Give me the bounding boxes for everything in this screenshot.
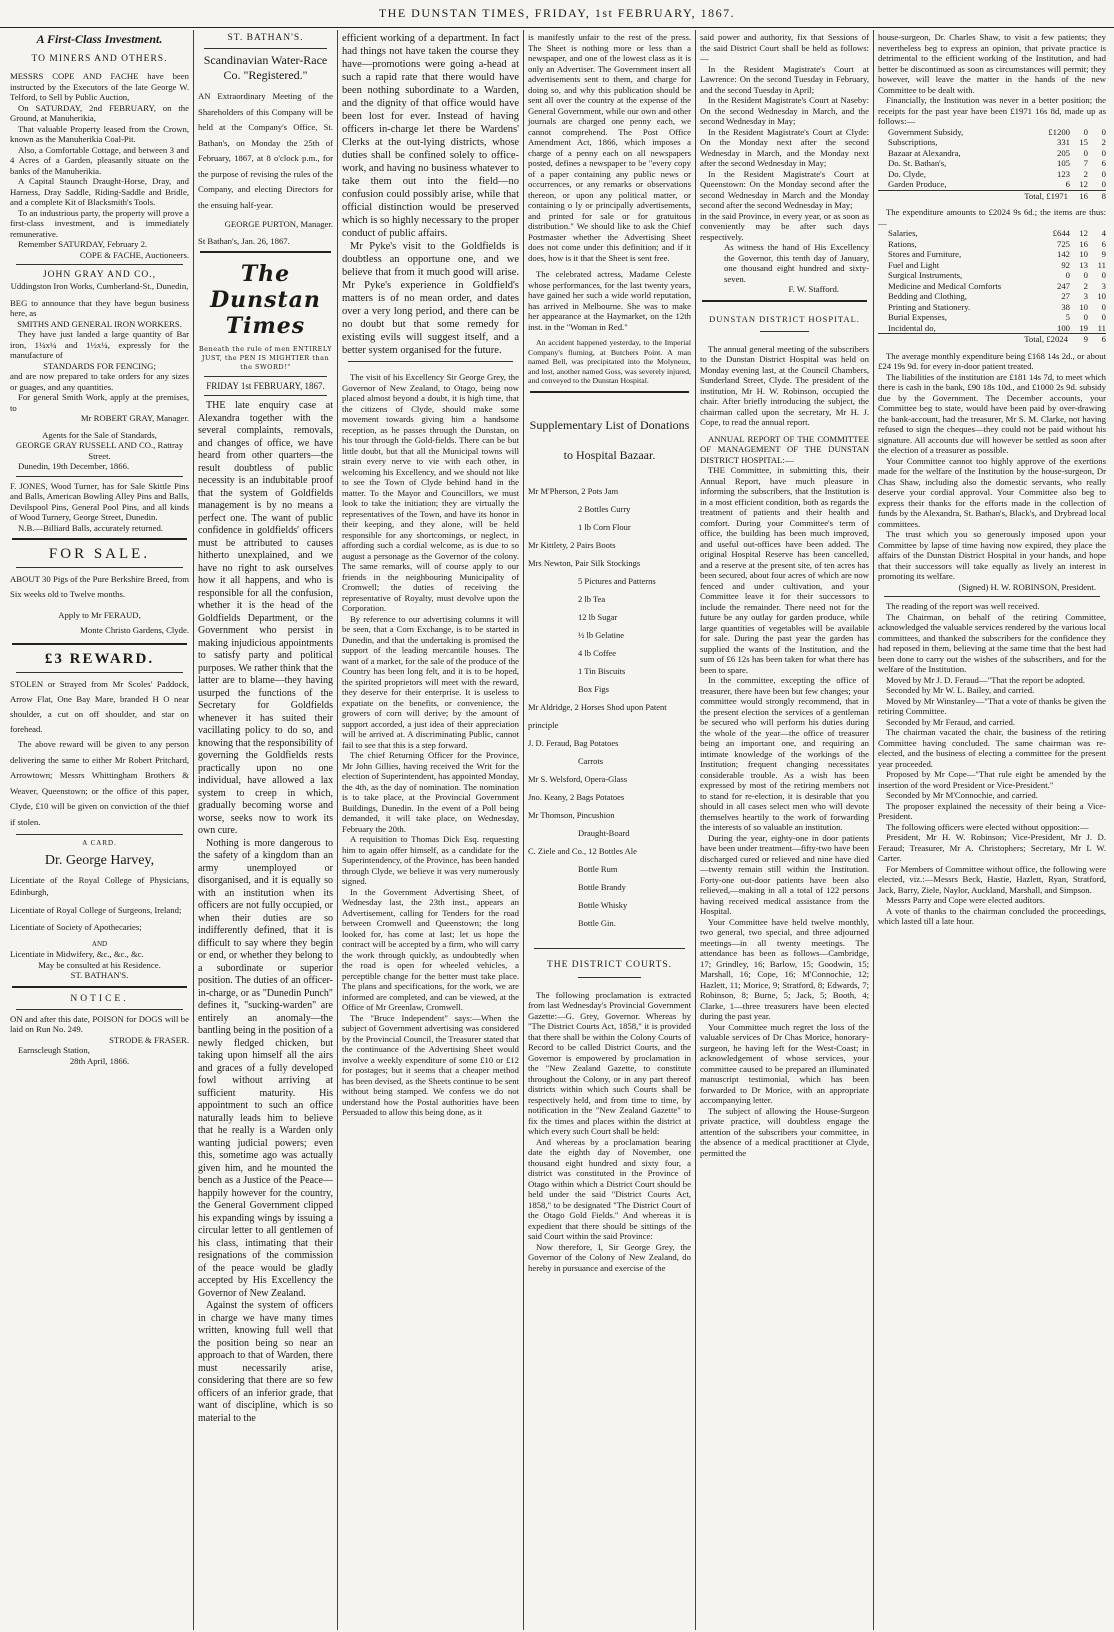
account-amount: 6 — [1101, 238, 1106, 249]
district-courts-text: And whereas by a proclamation bearing date the eighth day of November, one thousand eight hundred and sixty four, a district was constituted in the Province of Otago within which a District Court should be held under the said "District Courts Act, 1858," to be designated "The District Court of the Otago Gold Fields." And whereas it is expedient that there should be sittings of the said Court within the said Province: — [528, 1136, 691, 1241]
account-amount: 38 — [1061, 301, 1070, 312]
gray-ad-text: For general Smith Work, apply at the premises, to — [10, 392, 189, 413]
bazaar-item: 1 lb Corn Flour — [578, 521, 631, 532]
divider — [12, 538, 187, 540]
district-courts-signature: F. W. Stafford. — [788, 284, 839, 294]
gray-ad-text: They have just landed a large quantity of Bar iron, 1¼x¼ and 1½x¼, expressly for the manufacture of — [10, 329, 189, 360]
investment-ad-text: On SATURDAY, 2nd FEBRUARY, on the Ground, at Manuherikia, — [10, 102, 189, 123]
investment-ad-text: A Capital Staunch Draught-Horse, Dray, and Harness, Dray Saddle, Riding-Saddle and Bridle, and a complete Kit of Blacksmith's Tools. — [10, 176, 189, 207]
bazaar-item: Bottle Gin. — [578, 917, 616, 928]
account-amount: 142 — [1056, 249, 1070, 259]
hospital-text: For Members of Committee without office, the following were elected, viz.:—Messrs Beck, Hastie, Hazlett, Ryan, Stratford, Jack, Barry, Ziele, Naylor, Auckland, Marshall, and Simpson. — [878, 863, 1106, 895]
account-amount: 0 — [1101, 147, 1106, 158]
page-columns — [6, 30, 1110, 1630]
account-row — [878, 312, 1106, 323]
account-amount: 10 — [1097, 291, 1106, 301]
account-item: Bedding and Clothing, — [888, 291, 967, 301]
district-courts-title: THE DISTRICT COURTS. — [546, 959, 673, 970]
notice-signature: STRODE & FRASER. — [109, 1034, 189, 1045]
water-race-title: Scandinavian Water-Race Co. "Registered." — [203, 53, 328, 82]
account-item: Salaries, — [888, 228, 918, 238]
jones-ad-text: N.B.—Billiard Balls, accurately returned. — [18, 522, 163, 533]
news-paragraph: The "Bruce Independent" says:—When the subject of Government advertising was considered by the Provincial Council, the Treasurer stated that the continuance of the Advertising Sheet would involve a weekly expenditure of some £10 or £12 for postages; but it seems that a cheaper method has been devised, as the Sheets continue to be sent without being stamped. We confess we do not understand how the Postal authorities have been Persuaded to allow this being done, as it — [342, 1012, 519, 1117]
account-amount: 9 — [1101, 249, 1106, 259]
investment-ad-subtitle: TO MINERS AND OTHERS. — [31, 54, 168, 64]
column-1 — [6, 30, 194, 1630]
account-amount: 725 — [1056, 238, 1070, 249]
divider — [16, 264, 183, 265]
account-item: Subscriptions, — [888, 137, 938, 147]
card-label: A CARD. — [82, 839, 117, 847]
hospital-text: During the year, eighty-one in door patients have been under treatment—fifty-two have been discharged cured or relieved and nine have died—twenty remain still within the Institution. Forty-one out-door patients have been also relieved,—making in all a total of 122 persons having received medical assistance from the Hospital. — [700, 832, 869, 916]
bazaar-item: Jno. Keany, 2 Bags Potatoes — [528, 791, 625, 802]
gray-ad-text: GEORGE GRAY RUSSELL AND CO., Rattray Street. — [15, 440, 184, 461]
hospital-text: Moved by Mr Winstanley—"That a vote of thanks be given the retiring Committee. — [878, 695, 1106, 716]
harvey-card-text: AND — [91, 939, 108, 948]
account-amount: 247 — [1056, 280, 1070, 291]
jones-ad-text: F. JONES, Wood Turner, has for Sale Skittle Pins and Balls, American Bowling Alley Pins and Balls, Devilspool Pins, General Pool Pins, and all kinds of Wood Turnery, George Street, Dunedin. — [10, 480, 189, 522]
account-total: 6 — [1088, 334, 1106, 345]
divider — [16, 476, 183, 477]
hospital-text: Seconded by Mr W. L. Bailey, and carried. — [886, 685, 1035, 695]
account-amount: 6 — [1101, 158, 1106, 168]
hospital-text: The expenditure amounts to £2024 9s 6d.; the items are thus:— — [878, 207, 1106, 228]
investment-ad-text: Remember SATURDAY, February 2. — [18, 239, 148, 249]
district-courts-text: said power and authority, fix that Sessions of the said District Court shall be held as follows:— — [700, 32, 869, 63]
divider — [16, 567, 183, 568]
column-2 — [194, 30, 338, 1630]
hospital-text: In the committee, excepting the office of treasurer, there have been but few changes; your committee would strongly recommend, that in the present election the services of a gentleman be secured who will perform his duties during the whole of the year—the office of treasurer being an important one, and requiring an intimate knowledge of the workings of the Institution; frequent changing necessitates considerable trouble. As a wish has been expressed by most of the retiring members not to stand for re-election, it is desirable that you should in all cases select men who will devote themselves heartily to the work of forwarding the interests of so valuable an institution. — [700, 675, 869, 832]
account-total: 9 — [1070, 334, 1088, 345]
news-paragraph: is manifestly unfair to the rest of the press. The Sheet is nothing more or less than a newspaper, and one of the lowest class as it is only an Advertiser. The Government insert all advertisements sent to them, and charge for doing so, and why this publication should be sent all over the country at the expense of the General Government, while our own and other journals are charged one penny each, we cannot comprehend. The Post Office Amendment Act, 1866, which imposes a charge of a penny each on all newspapers posted, defines a newspaper to be "every copy of a paper containing any public news or occurrences, or any remarks or observations thereon, or upon any political matter, or containing o ly or principally advertisements, and printed for sale or for gratuitous distribution." We should like to ask the Chief Postmaster whether the Advertising Sheet does not come under this definition; and if it does, how is it that the Sheet is sent free. — [528, 32, 691, 263]
investment-ad-text: To an industrious party, the property will prove a first-class investment, and is immediately remunerative. — [10, 207, 189, 239]
account-total: Total, £2024 — [878, 334, 1070, 345]
news-paragraph: The celebrated actress, Madame Celeste whose performances, for the last twenty years, have gained her such a wide world reputation, has arrived in Melbourne. She was to make her appearance at the Haymarket, on the 12th inst. in the "Woman in Red." — [528, 269, 691, 332]
bazaar-item: Mr S. Welsford, Opera-Glass — [528, 773, 628, 784]
account-amount: 0 — [1101, 168, 1106, 179]
report-signature: (Signed) H. W. ROBINSON, President. — [958, 581, 1096, 592]
expenditure-table — [878, 228, 1106, 345]
column-5 — [696, 30, 874, 1630]
divider — [578, 977, 641, 978]
reward-title: £3 REWARD. — [44, 651, 155, 667]
hospital-text: The proposer explained the necessity of their being a Vice-President. — [878, 800, 1106, 821]
account-amount: 0 — [1083, 270, 1088, 280]
editorial-paragraph: Nothing is more dangerous to the safety of a kingdom than an army unemployed or disorganised, and it is equally so with an institution when its officers are not fully occupied, or when their duties are so indifferently defined, that it is difficult to say where they begin or end, or whether they belong to a subordinate or superior position. The duties of an officer-in-charge, or as "Dunedin Punch" defines it, "sucking-warden" are entirely an anomaly—the bantling being in the position of a newly fledged chicken, but taking upon himself all the airs and graces of a fully developed fowl without arriving at sufficient maturity. His appointment to such an office naturally leads him to believe that he really is a Warden only wanting judicial powers; even this, sometime ago was actually given him, and he mounted the bench as a Justice of the Peace—happily however for the country, the General Government clipped his expanding wings by issuing a circular letter to all gentlemen of his class, intimating that their resignations of the commission of the peace would be gladly accepted by His Excellency the Governor of New Zealand. — [198, 837, 333, 1299]
editorial-paragraph: Mr Pyke's visit to the Goldfields is doubtless an opportune one, and we believe that from it much good will arise. Mr Pyke's experience in Goldfield's matters is of no mean order, and dates over a very long period, and there can be no doubt but that some remedy for existing evils will suggest itself, and a better system organised for the future. — [342, 241, 519, 356]
hospital-text: The trust which you so generously imposed upon your Committee by lapse of time having now expired, they place the affairs of the Dunstan District Hospital in your hands, and hope that their successors will take equally as lively an interest in promoting its welfare. — [878, 529, 1106, 581]
account-amount: 331 — [1056, 137, 1070, 147]
account-amount: 19 — [1079, 322, 1088, 333]
account-total-row — [878, 190, 1106, 201]
divider — [760, 331, 809, 332]
district-courts-text: Now therefore, I, Sir George Grey, the Governor of the Colony of New Zealand, do hereby in pursuance and exercise of the — [528, 1241, 691, 1273]
issue-date: FRIDAY 1st FEBRUARY, 1867. — [206, 381, 325, 391]
water-race-signature: GEORGE PURTON, Manager. — [224, 219, 333, 229]
account-row — [878, 169, 1106, 180]
divider — [16, 834, 183, 835]
account-row — [878, 137, 1106, 148]
account-amount: 3 — [1083, 291, 1088, 301]
notice-text: 28th April, 1866. — [69, 1055, 130, 1066]
reward-text: STOLEN or Strayed from Mr Scoles' Paddock, Arrow Flat, One Bay Mare, branded H O near shoulder, a cut on off shoulder, and star on forehead. — [10, 679, 189, 734]
hospital-text: The Chairman, on behalf of the retiring Committee, acknowledged the valuable services rendered by the various local committees, and thanked the subscribers for the confidence they had reposed in them, believing at the same time that the best had been done to carry out the wishes of the subscribers, and for the welfare of the Institution. — [878, 611, 1106, 674]
account-item: Surgical Instruments, — [888, 270, 963, 280]
account-amount: 10 — [1079, 249, 1088, 259]
column-6 — [874, 30, 1110, 1630]
divider — [200, 251, 331, 253]
news-paragraph: In the Government Advertising Sheet, of Wednesday last, the 23th inst., appears an Advertisement, calling for Tenders for the road between Cromwell and Queenstown; the long looked for, has come at last; let us hope the contract will be accepted by a firm, who will carry the work through quickly, as undoubtedly when the road is open for wheeled vehicles, a perceptible change for the better must take place. The plans and specifications, for the work, we are informed are completed, and can be viewed, at the Office of Mr Greenlaw, Cromwell. — [342, 886, 519, 1012]
harvey-card-text: ST. BATHAN'S. — [70, 970, 129, 980]
bazaar-item: J. D. Feraud, Bag Potatoes — [528, 737, 619, 748]
account-amount: 0 — [1065, 270, 1070, 280]
account-amount: 3 — [1101, 280, 1106, 291]
account-item: Government Subsidy, — [888, 126, 964, 137]
news-paragraph: The chief Returning Officer for the Province, Mr John Gillies, having received the Writ for the election of Superintendent, has appointed Monday, the 4th, as the day of nomination. The nomination is to take place, at the Provincial Government Buildings, Dunedin. In the event of a Poll being demanded, it will take place, on Wednesday, February the 20th. — [342, 750, 519, 834]
hospital-text: Your Committee much regret the loss of the valuable services of Dr Chas Morice, honorary-surgeon, he having left for the West-Coast; in acknowledgement of whose services, your committee caused to be prepared an illuminated manuscript testimonial, which has been forwarded to Dr Morice, with an appropriate accompanying letter. — [700, 1021, 869, 1105]
account-amount: 0 — [1101, 179, 1106, 189]
for-sale-text: Apply to Mr FERAUD, — [58, 610, 141, 620]
news-paragraph: An accident happened yesterday, to the Imperial Company's fluming, at Butchers Point. A man named Bell, was precipitated into the Molyneux, and lost, another named Goss, was severely injured, and conveyed to the Dunstan Hospital. — [528, 338, 691, 385]
account-amount: 0 — [1083, 126, 1088, 137]
gray-ad-text: SMITHS AND GENERAL IRON WORKERS. — [17, 318, 182, 329]
gray-ad-text: Agents for the Sale of Standards, — [42, 429, 157, 440]
masthead-title: THE DUNSTAN TIMES, FRIDAY, 1st FEBRUARY, 1867. — [378, 6, 736, 20]
editorial-paragraph: efficient working of a department. In fact had things not have taken the course they have—promotions were going a-head at such a rapid rate that there would have been nothing subordinate to a Warden, and the dignity of that office would have been lost for ever. Instead of having officers in-charge let there be Wardens' Clerks at the out-lying districts, whose duties shall be confined solely to office-work, and having no business whatever to take them out into the field—no confusion could possibly arise, while that official distinction would be preserved which is so highly necessary to the proper conduct of public affairs. — [342, 33, 519, 239]
notice-text: Earnscleugh Station, — [18, 1045, 90, 1055]
editorial-paragraph: Against the system of officers in charge we have many times written, knowing full well that the position being so near an approach to that of Warden, there must necessarily arise, considering that there are so few officers of an inferior grade, that want of discipline, which is so material to the — [198, 1300, 333, 1424]
account-amount: 4 — [1101, 228, 1106, 238]
account-amount: 0 — [1083, 312, 1088, 322]
news-paragraph: A requisition to Thomas Dick Esq. requesting him to again offer himself, as a candidate for the Superintendency, of the Province, has been handed through Clyde, we believe it was very numerously signed. — [342, 834, 519, 886]
hospital-text: A vote of thanks to the chairman concluded the proceedings, which lasted till a late hour. — [878, 905, 1106, 926]
district-courts-text: In the Resident Magistrate's Court at Queenstown: On the Monday second after the second Wednesday in March and the Monday second after the second Wednesday in May; — [700, 168, 869, 210]
account-amount: 2 — [1101, 137, 1106, 147]
water-race-date: St Bathan's, Jan. 26, 1867. — [198, 235, 290, 246]
account-row — [878, 323, 1106, 334]
notice-title: NOTICE. — [70, 993, 129, 1004]
divider — [204, 395, 327, 396]
hospital-text: President, Mr H. W. Robinson; Vice-President, Mr J. D. Feraud; Treasurer, Mr A. Christophers; Secretary, Mr L W. Carter. — [878, 832, 1106, 863]
harvey-card-text: Licentiate in Midwifery, &c., &c., &c. — [10, 949, 144, 959]
account-row — [878, 158, 1106, 169]
account-item: Do. St. Bathan's, — [888, 158, 947, 168]
divider — [348, 361, 513, 362]
account-amount: 12 — [1079, 179, 1088, 189]
account-row — [878, 228, 1106, 239]
district-courts-text: In the Resident Magistrate's Court at Clyde: On the Monday next after the second Wednesday in March, and the Monday next after the second Wednesday in May; — [700, 126, 869, 168]
account-amount: 16 — [1079, 238, 1088, 249]
hospital-text: The chairman vacated the chair, the business of the retiring Committee having concluded. The same chairman was re-elected, and the business of electing a committee for the present year proceeded. — [878, 727, 1106, 769]
account-total-row — [878, 334, 1106, 345]
bazaar-item: Bottle Rum — [578, 863, 618, 874]
bazaar-item: 2 lb Tea — [578, 593, 606, 604]
gray-ad-title: JOHN GRAY AND CO., — [42, 270, 157, 280]
for-sale-text: Monte Christo Gardens, Clyde. — [80, 625, 189, 635]
reward-text: The above reward will be given to any person delivering the same to either Mr Robert Pritchard, Arrowtown; Messrs Whittingham Brothers & Weaver, Queenstown; or the office of this paper, Clyde, £10 will be given on conviction of the thief if stolen. — [10, 739, 189, 827]
account-amount: 0 — [1101, 301, 1106, 312]
bazaar-title: Supplementary List of Donations to Hospital Bazaar. — [529, 417, 690, 462]
hospital-report-heading: ANNUAL REPORT OF THE COMMITTEE OF MANAGEMENT OF THE DUNSTAN DISTRICT HOSPITAL:— — [700, 433, 869, 465]
gray-ad-text: and are now prepared to take orders for any sizes or guages, and any quantities. — [10, 371, 189, 392]
water-race-text: AN Extraordinary Meeting of the Shareholders of this Company will be held at the Company's Office, St. Bathan's, on Monday the 25th of February, 1867, at 8 o'clock p.m., for the purpose of revising the rules of the Company, and electing Directors for the ensuing half-year. — [198, 91, 333, 210]
account-row — [878, 291, 1106, 302]
investment-ad-text: That valuable Property leased from the Crown, known as the Manuherikia Coal-Pit. — [10, 123, 189, 144]
account-row — [878, 260, 1106, 271]
account-item: Stores and Furniture, — [888, 249, 962, 259]
harvey-card-text: Licentiate of the Royal College of Physicians, Edinburgh, — [10, 875, 189, 897]
harvey-card-text: May be consulted at his Residence. — [38, 959, 161, 970]
gray-ad-signature: Mr ROBERT GRAY, Manager. — [80, 413, 189, 423]
account-amount: 13 — [1079, 259, 1088, 270]
account-row — [878, 281, 1106, 292]
hospital-text: Proposed by Mr Cope—"That rule eight be amended by the insertion of the word President or Vice-President." — [878, 769, 1106, 790]
bazaar-item: C. Ziele and Co., 12 Bottles Ale — [528, 845, 637, 856]
notice-text: ON and after this date, POISON for DOGS will be laid on Run No. 249. — [10, 1013, 189, 1034]
account-amount: 0 — [1083, 147, 1088, 158]
harvey-card-text: Licentiate of Royal College of Surgeons, Ireland; — [10, 905, 182, 915]
divider — [534, 948, 685, 949]
district-courts-text: As witness the hand of His Excellency the Governor, this tenth day of January, one thousand eight hundred and sixty-seven. — [724, 242, 869, 284]
gray-ad-text: STANDARDS FOR FENCING; — [43, 360, 156, 371]
account-row — [878, 270, 1106, 281]
newspaper-motto: Beneath the rule of men ENTIRELY JUST, the PEN IS MIGHTIER than the SWORD!" — [198, 345, 333, 371]
harvey-card-title: Dr. George Harvey, — [44, 853, 155, 868]
hospital-text: The subject of allowing the House-Surgeon private practice, will doubtless engage the attention of the subscribers your committee, in the absence of a medical practitioner at Clyde, permitted the — [700, 1105, 869, 1158]
district-courts-text: In the Resident Magistrate's Court at Naseby: On the second Wednesday in March, and the second Wednesday in May; — [700, 95, 869, 126]
bazaar-item: Mr Aldridge, 2 Horses Shod upon Patent principle — [528, 701, 667, 730]
account-row — [878, 179, 1106, 190]
bazaar-item: Mrs Newton, Pair Silk Stockings — [528, 557, 641, 568]
account-amount: 0 — [1101, 270, 1106, 280]
hospital-text: Moved by Mr J. D. Feraud—"That the report be adopted. — [886, 674, 1085, 685]
hospital-text: The following officers were elected without opposition:— — [886, 821, 1089, 832]
bazaar-item: Mr M'Pherson, 2 Pots Jam — [528, 485, 619, 496]
investment-ad-text: MESSRS COPE AND FACHE have been instructed by the Executors of the late George W. Telford, to Sell by Public Auction, — [10, 71, 189, 102]
bazaar-list — [528, 482, 691, 932]
account-item: Bazaar at Alexandra, — [888, 147, 961, 158]
bazaar-item: Bottle Brandy — [578, 881, 626, 892]
account-row — [878, 249, 1106, 260]
account-item: Incidental do, — [888, 322, 936, 333]
account-amount: 11 — [1097, 259, 1106, 270]
masthead — [0, 0, 1114, 28]
hospital-text: Seconded by Mr M'Connochie, and carried. — [886, 790, 1038, 800]
hospital-text: The reading of the report was well received. — [886, 601, 1040, 611]
bazaar-item: 1 Tin Biscuits — [578, 665, 626, 676]
account-amount: 123 — [1056, 168, 1070, 179]
for-sale-text: ABOUT 30 Pigs of the Pure Berkshire Breed, from Six weeks old to Twelve months. — [10, 574, 189, 599]
divider — [16, 1009, 183, 1010]
news-paragraph: By reference to our advertising columns it will be seen, that a Corn Exchange, is to be started in Dunedin, and that the undertaking is promised the support of the leading mercantile houses. The want of a market, for the sale of the produce of the Country has been long felt, and it is to be hoped, the spirited proprietors will meet with the reward, they deserve for their enterprise. It is useless to expatiate on the benefits, or convenience, the growers of corn will derive; by the amount of support accorded, a just idea of their appreciation will be arrived at. A discriminating Public, cannot fail to see that this is a step forward. — [342, 613, 519, 750]
account-amount: 92 — [1061, 259, 1070, 270]
hospital-text: Messrs Parry and Cope were elected auditors. — [886, 895, 1045, 905]
bazaar-item: Box Figs — [578, 683, 609, 694]
hospital-text: Your Committee cannot too highly approve of the exertions made for the welfare of the Institution by the house-surgeon, Dr Chas Shaw, including also the domestic servants, who really deserve your cordial approval. Your Committee also beg to express their thanks for the efforts made in the collection of funds by the Alexandra, St. Bathan's, Black's, and Drybread local committees. — [878, 455, 1106, 529]
account-item: Garden Produce, — [888, 179, 947, 189]
account-amount: 10 — [1079, 301, 1088, 312]
district-courts-text: In the Resident Magistrate's Court at Lawrence: On the second Tuesday in February, and the second Tuesday in April; — [700, 63, 869, 95]
hospital-text: The annual general meeting of the subscribers to the Dunstan District Hospital was held on Monday evening last, at the Council Chambers, Sunderland Street, Clyde. The president of the institution, Mr H. W. Robinson, occupied the chair. After briefly introducing the subject, the chairman called upon the secretary, Mr H. J. Cope, to read the annual report. — [700, 343, 869, 427]
hospital-text: The average monthly expenditure being £168 14s 2d., or about £24 19s 9d. for every in-door patient treated. — [878, 350, 1106, 371]
st-bathans-heading: ST. BATHAN'S. — [227, 33, 304, 43]
account-amount: £1200 — [1048, 126, 1070, 137]
newspaper-nameplate: The Dunstan Times — [210, 261, 321, 339]
bazaar-item: Bottle Whisky — [578, 899, 628, 910]
divider — [702, 300, 867, 302]
account-amount: 0 — [1101, 126, 1106, 137]
harvey-card-text: Licentiate of Society of Apothecaries; — [10, 922, 142, 932]
bazaar-item: Mr Thomson, Pincushion — [528, 809, 615, 820]
investment-ad-signature: COPE & FACHE, Auctioneers. — [79, 249, 189, 260]
account-amount: 205 — [1056, 147, 1070, 158]
bazaar-item: ½ lb Gelatine — [578, 629, 625, 640]
account-row — [878, 239, 1106, 250]
account-total: 16 — [1070, 190, 1088, 201]
column-4 — [524, 30, 696, 1630]
account-amount: 15 — [1079, 137, 1088, 147]
account-amount: 6 — [1065, 179, 1070, 189]
receipts-table — [878, 127, 1106, 202]
column-3 — [338, 30, 524, 1630]
divider — [12, 643, 187, 645]
bazaar-item: Carrots — [578, 755, 604, 766]
account-amount: 5 — [1065, 312, 1070, 322]
divider — [12, 986, 187, 988]
bazaar-item: 5 Pictures and Patterns — [578, 575, 656, 586]
bazaar-item: Draught-Board — [578, 827, 630, 838]
district-courts-text: The following proclamation is extracted from last Wednesday's Provincial Government Gazette:—G. Grey, Governor. Whereas by "The District Courts Act, 1858," it is provided that there shall be within the Colony Courts of Record to be called District Courts, and the Governor is empowered by proclamation in the "New Zealand Gazette, to constitute throughout the Colony, or in any part thereof districts within which such Courts shall be respectively held, and from time to time, by notification in the "New Zealand Gazette" to fix the times and places within the district at which every such Court shall be held: — [528, 989, 691, 1136]
account-total: Total, £1971 — [878, 190, 1070, 201]
hospital-title: DUNSTAN DISTRICT HOSPITAL. — [709, 313, 860, 324]
account-amount: 105 — [1056, 158, 1070, 168]
bazaar-item: Mr Kittlety, 2 Pairs Boots — [528, 539, 616, 550]
account-row — [878, 127, 1106, 138]
account-amount: 2 — [1083, 168, 1088, 179]
hospital-text: The liabilities of the institution are £181 14s 7d, to meet which there is cash in the bank, £90 18s 10d., and £1000 2s 9d. subsidy due by the Government. The December accounts, your Committee beg to state, would have been paid by over-drawing the bank-account, had the treasurer, Mr S. M. Clarke, not having refused to sign the cheques—they could not be paid without his signature. All accounts due will however be settled as soon after the election of a treasurer as possible. — [878, 371, 1106, 455]
account-item: Medicine and Medical Comforts — [888, 280, 1002, 291]
account-row — [878, 302, 1106, 313]
hospital-text: Seconded by Mr Feraud, and carried. — [886, 716, 1016, 727]
divider — [884, 596, 1100, 597]
investment-ad-title: A First-Class Investment. — [36, 32, 163, 46]
hospital-text: THE Committee, in submitting this, their Annual Report, have much pleasure in informing the subscribers, that the Institution is in a most efficient condition, both as regards the treatment of patients and their health and comfort. During your Committee's term of office, the building has been much improved, and useful out-offices have been added. The original Hospital Reserve has been cancelled, and a reserve at the present site, of ten acres has been secured, about four acres of which are now fenced and under cultivation, and your Committee leave it for their successors to include the remainder. There need not for the future be any outlay for garden produce, while large quantities of vegetables will be available for sale. During the past year the garden has supplied the wants of the Institution, and the sum of £6 12s has been taken for what there has been to spare. — [700, 465, 869, 675]
district-courts-text: in the said Province, in every year, or as soon as conveniently may be after such days respectively. — [700, 210, 869, 242]
account-amount: 2 — [1083, 280, 1088, 291]
account-amount: 0 — [1101, 312, 1106, 322]
account-item: Do. Clyde, — [888, 168, 926, 179]
bazaar-item: 4 lb Coffee — [578, 647, 617, 658]
account-amount: £644 — [1052, 228, 1070, 238]
hospital-text: Financially, the Institution was never in a better position; the receipts for the past year have been £1971 16s 8d, made up as follows:— — [878, 95, 1106, 126]
account-item: Printing and Stationery. — [888, 301, 971, 312]
divider — [204, 48, 327, 49]
for-sale-title: FOR SALE. — [48, 546, 151, 562]
bazaar-item: 12 lb Sugar — [578, 611, 618, 622]
divider — [16, 672, 183, 673]
account-row — [878, 148, 1106, 159]
account-item: Fuel and Light — [888, 259, 940, 270]
news-paragraph: The visit of his Excellency Sir George Grey, the Governor of New Zealand, to Otago, being now placed almost beyond a doubt, it is high time, that the citizens of Clyde, should make some movement towards giving him a handsome reception, as he passes through the Dunstan, on his tour through the Gold-fields. There can be but little doubt, but that all the Municipal towns will strain every nerve to vie with each other, in welcoming his Excellency, and we should not like to see the Town of Clyde behind hand in the matter. To the Mayor and Councillors, we must look to take the initiation; they are virtually the representatives of the Town, and have its honor in their keeping, and they alone, will be held responsible for any shortcomings, or neglect, in affording such a cordial welcome, as is due to so august a personage as the Governor of the colony. The same remarks, will of course apply to our friends in the neighbouring Municipality of Cromwell; the duties of receiving the representative of Royalty, must devolve upon the Corporation. — [342, 372, 519, 613]
account-item: Burial Expenses, — [888, 312, 947, 322]
account-item: Rations, — [888, 238, 917, 249]
account-amount: 100 — [1056, 322, 1070, 333]
bazaar-item: 2 Bottles Curry — [578, 503, 631, 514]
hospital-text: Your Committee have held twelve monthly, two general, two special, and three adjourned meetings—in all twenty meetings. The attendance has been as follows—Cambridge, 17; Grindley, 16; Barlow, 15; Goodwin, 15; Marshall, 16; Cope, 16; M'Connochie, 12; Hazlett, 11; Morice, 9; Stratford, 8; Edwards, 7; Robinson, 8; Burne, 5; Jack, 5; Booth, 4; Clarke, 1—three treasurers have been elected during the past year. — [700, 916, 869, 1021]
account-amount: 12 — [1079, 228, 1088, 238]
investment-ad-text: Also, a Comfortable Cottage, and between 3 and 4 Acres of a Garden, pleasantly situate on the banks of the Manuherikia. — [10, 144, 189, 176]
gray-ad-text: BEG to announce that they have begun business here, as — [10, 297, 189, 318]
account-total: 8 — [1088, 190, 1106, 201]
gray-ad-text: Uddingston Iron Works, Cumberland-St., Dunedin, — [10, 281, 189, 291]
account-amount: 7 — [1083, 158, 1088, 168]
divider — [530, 391, 689, 393]
hospital-text: house-surgeon, Dr. Charles Shaw, to visit a few patients; they nevertheless beg to express an opinion, that private practice is detrimental to the efficient working of the Institution, and had better be discontinued as soon as circumstances will permit; they however, will leave the matter in the hands of the new Committee to be dealt with. — [878, 32, 1106, 95]
editorial-paragraph: THE late enquiry case at Alexandra together with the several complaints, removals, and changes of office, we have heard from other quarters—the result doubtless of public necessity is an indubitable proof that the system of Goldfields management is by no means a perfect one. The want of public confidence in goldfields' officers must be attributed to causes hitherto unexplained, and we have no right to ask ourselves how it all happens, and who is responsible for all the confusion, whether it is the head of the Goldfields Department, or the Government who persist in making injudicious appointments to satisfy party and political purposes. We rather think that the latter are to blame—they having usurped the functions of the Secretary for Goldfields whenever it has suited their vacillating policy to do so, and knowing that the responsibility of governing the Goldfields rests practically upon no one individual, have allowed a lax system to creep in which, gradually becoming worse and worse, seeks now to work its own cure. — [198, 400, 333, 836]
account-amount: 27 — [1061, 291, 1070, 301]
account-amount: 11 — [1097, 322, 1106, 333]
gray-ad-text: Dunedin, 19th December, 1866. — [18, 461, 130, 471]
divider — [204, 376, 327, 377]
